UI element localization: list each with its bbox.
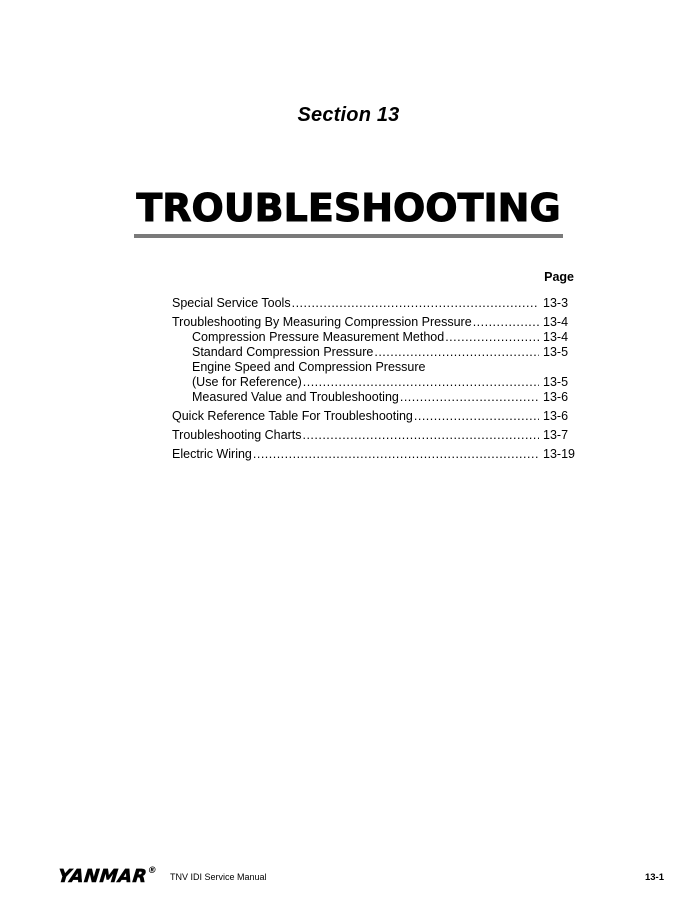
toc-page-header: Page [544, 270, 574, 284]
toc-entry-measurement-method[interactable] [172, 330, 574, 345]
toc-entry-title: Troubleshooting By Measuring Compression Pressure [172, 315, 472, 329]
toc-leader-dots [302, 428, 539, 443]
toc-entry-measured-value[interactable] [172, 390, 574, 405]
toc-entry-standard-pressure[interactable] [172, 345, 574, 360]
page-footer [58, 866, 664, 886]
toc-entry-page: 13-19 [543, 447, 575, 461]
title-block [0, 186, 697, 238]
toc-entry-quick-reference[interactable] [172, 409, 574, 424]
toc-entry-page: 13-5 [543, 375, 569, 389]
toc-entry-title: Special Service Tools [172, 296, 291, 310]
toc-entry-engine-speed[interactable] [172, 360, 574, 375]
page-number: 13-1 [644, 872, 664, 883]
toc-entry-page: 13-5 [543, 345, 569, 359]
toc-entry-title: Standard Compression Pressure [192, 345, 374, 359]
toc-entry-title: Compression Pressure Measurement Method [192, 330, 445, 344]
toc-leader-dots [253, 447, 539, 462]
toc-leader-dots [473, 315, 539, 330]
toc-leader-dots [414, 409, 539, 424]
toc-entry-page: 13-3 [543, 296, 569, 310]
toc-entry-electric-wiring[interactable] [172, 447, 574, 462]
toc-entry-title: Quick Reference Table For Troubleshooting [172, 409, 413, 423]
toc-entry-page: 13-4 [543, 315, 569, 329]
logo-text: YANMAR [56, 866, 149, 887]
toc-entry-title: Troubleshooting Charts [172, 428, 302, 442]
toc-entry-title: Electric Wiring [172, 447, 252, 461]
toc-entry-use-for-reference[interactable] [172, 375, 574, 390]
toc-entry-page: 13-6 [543, 409, 569, 423]
toc-entry-page: 13-4 [543, 330, 569, 344]
toc-leader-dots [292, 296, 539, 311]
toc-leader-dots [374, 345, 539, 360]
yanmar-logo [57, 866, 158, 887]
toc-entry-page: 13-6 [543, 390, 569, 404]
toc-entry-special-service-tools[interactable] [172, 296, 574, 311]
toc-leader-dots [445, 330, 539, 345]
registered-mark: ® [147, 866, 158, 876]
manual-name: TNV IDI Service Manual [170, 872, 267, 882]
section-label: Section 13 [297, 104, 400, 126]
table-of-contents [172, 270, 574, 462]
toc-entry-troubleshooting-charts[interactable] [172, 428, 574, 443]
toc-leader-dots [303, 375, 539, 390]
toc-entry-title: Engine Speed and Compression Pressure [192, 360, 426, 374]
toc-entry-title: (Use for Reference) [192, 375, 302, 389]
page-title: TROUBLESHOOTING [134, 186, 562, 238]
toc-leader-dots [400, 390, 539, 405]
toc-entry-title: Measured Value and Troubleshooting [192, 390, 399, 404]
toc-entry-page: 13-7 [543, 428, 569, 442]
toc-entry-compression-pressure[interactable] [172, 315, 574, 330]
